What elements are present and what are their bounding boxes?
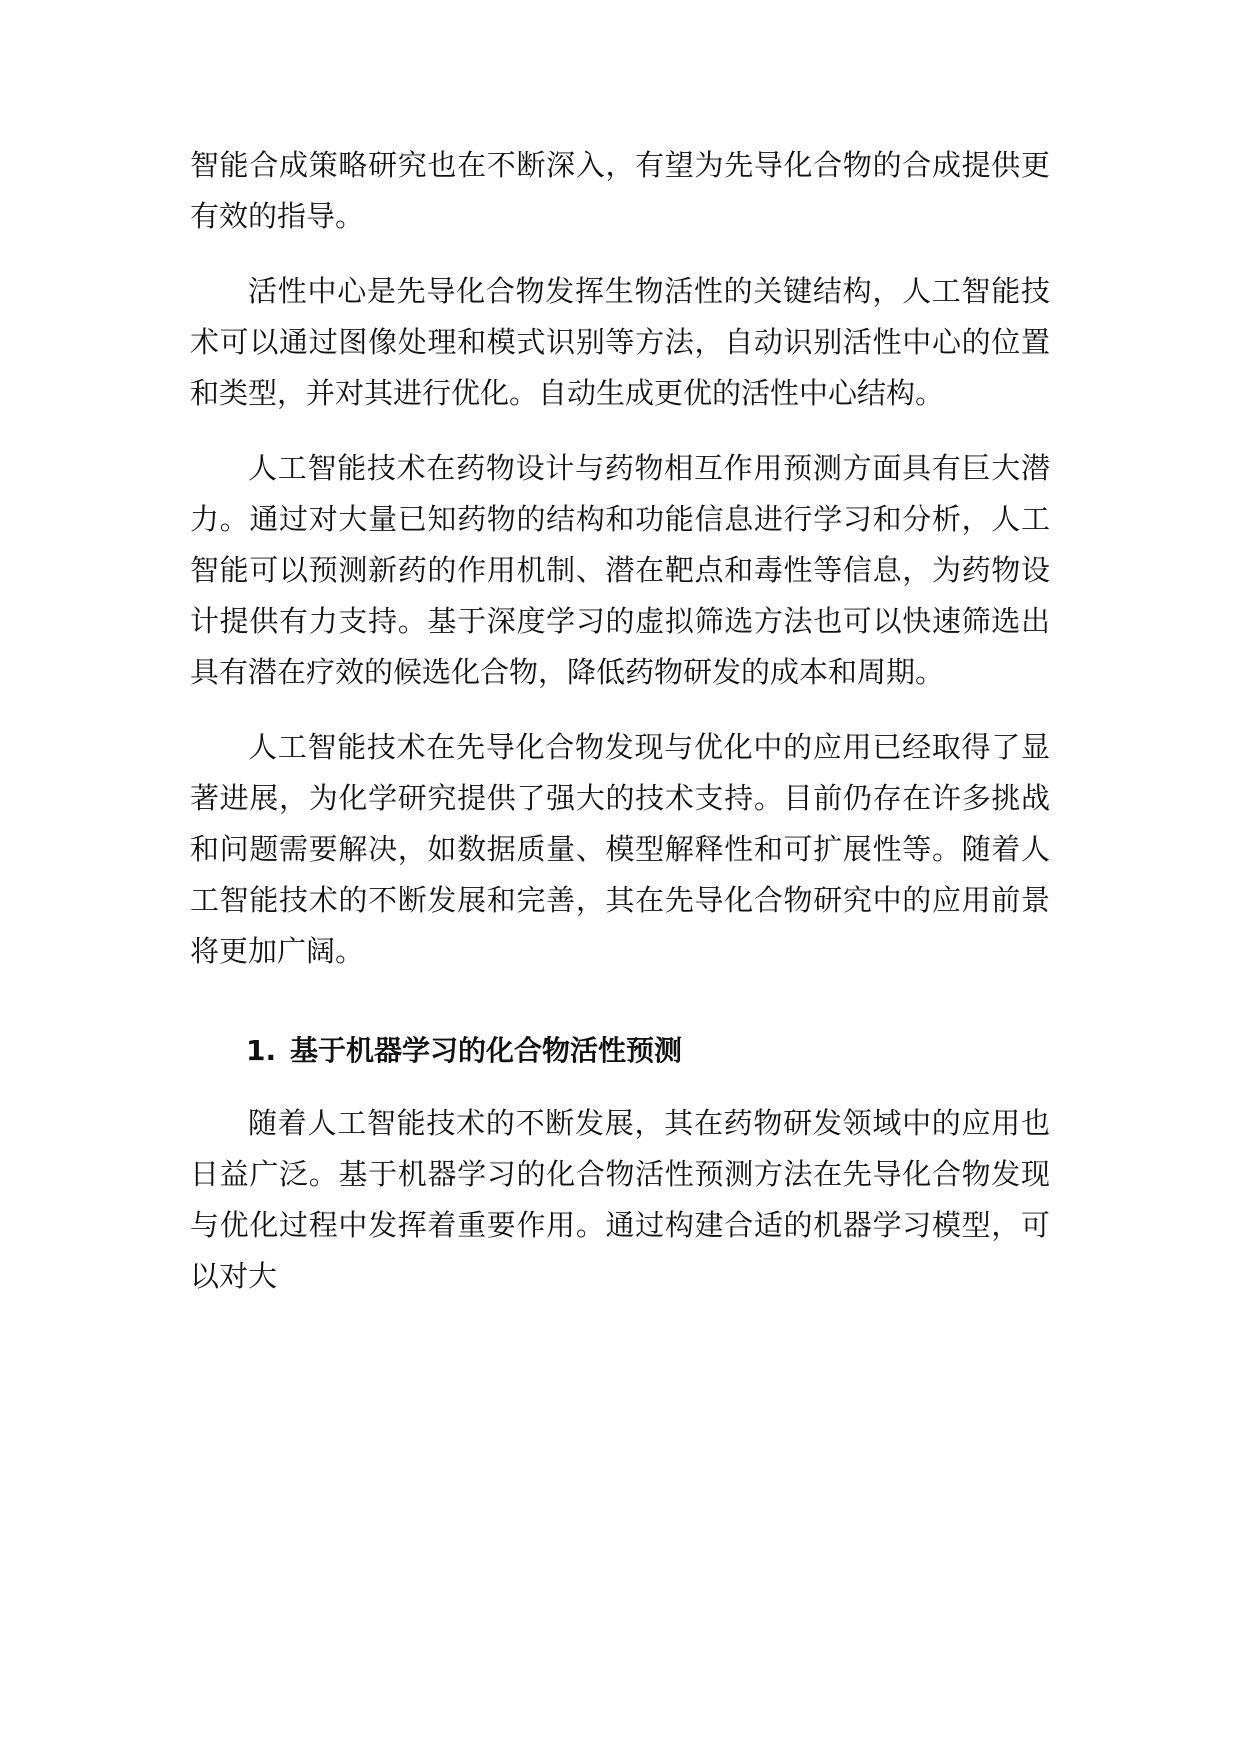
section-heading xyxy=(190,1027,1050,1075)
paragraph-continuation: 智能合成策略研究也在不断深入，有望为先导化合物的合成提供更有效的指导。 xyxy=(190,148,1050,233)
section-title: 基于机器学习的化合物活性预测 xyxy=(290,1034,683,1067)
paragraph-drug-design: 人工智能技术在药物设计与药物相互作用预测方面具有巨大潜力。通过对大量已知药物的结构和功能信息进行学习和分析，人工智能可以预测新药的作用机制、潜在靶点和毒性等信息，为药物设计提供有力支持。基于深度学习的虚拟筛选方法也可以快速筛选出具有潜在疗效的候选化合物，降低药物研发的成本和周期。 xyxy=(190,451,1050,689)
paragraph-progress-summary: 人工智能技术在先导化合物发现与优化中的应用已经取得了显著进展，为化学研究提供了强大的技术支持。目前仍存在许多挑战和问题需要解决，如数据质量、模型解释性和可扩展性等。随着人工智能技术的不断发展和完善，其在先导化合物研究中的应用前景将更加广阔。 xyxy=(190,730,1050,968)
paragraph-active-center: 活性中心是先导化合物发挥生物活性的关键结构，人工智能技术可以通过图像处理和模式识别等方法，自动识别活性中心的位置和类型，并对其进行优化。自动生成更优的活性中心结构。 xyxy=(190,274,1050,410)
section-number: 1. xyxy=(246,1034,277,1067)
document-body xyxy=(190,140,1050,1326)
paragraph-ml-intro: 随着人工智能技术的不断发展，其在药物研发领域中的应用也日益广泛。基于机器学习的化合物活性预测方法在先导化合物发现与优化过程中发挥着重要作用。通过构建合适的机器学习模型，可以对大 xyxy=(190,1106,1050,1293)
